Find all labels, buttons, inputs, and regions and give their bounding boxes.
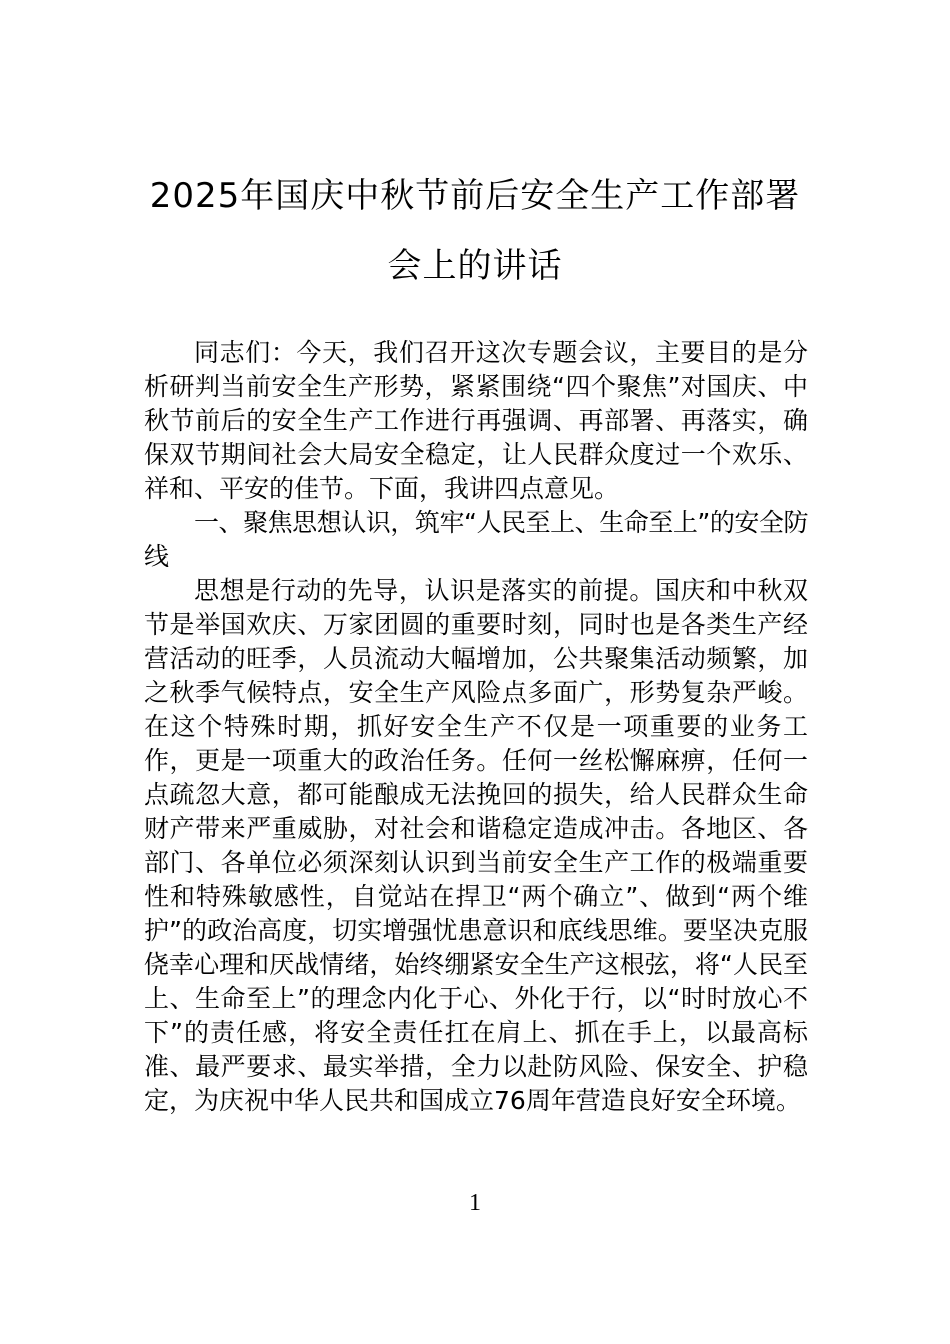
paragraph-section-1: 思想是行动的先导，认识是落实的前提。国庆和中秋双节是举国欢庆、万家团圆的重要时刻，同时也是各类生产经营活动的旺季，人员流动大幅增加，公共聚集活动频繁，加之秋季气候特点，安全生产风险点多面广，形势复杂严峻。在这个特殊时期，抓好安全生产不仅是一项重要的业务工作，更是一项重大的政治任务。任何一丝松懈麻痹，任何一点疏忽大意，都可能酿成无法挽回的损失，给人民群众生命财产带来严重威胁，对社会和谐稳定造成冲击。各地区、各部门、各单位必须深刻认识到当前安全生产工作的极端重要性和特殊敏感性，自觉站在捍卫“两个确立”、做到“两个维护”的政治高度，切实增强忧患意识和底线思维。要坚决克服侥幸心理和厌战情绪，始终绷紧安全生产这根弦，将“人民至上、生命至上”的理念内化于心、外化于行，以“时时放心不下”的责任感，将安全责任扛在肩上、抓在手上，以最高标准、最严要求、最实举措，全力以赴防风险、保安全、护稳定，为庆祝中华人民共和国成立76周年营造良好安全环境。: [144, 576, 808, 1115]
document-title-line-2: 会上的讲话: [387, 246, 563, 286]
paragraph-opening: 同志们：今天，我们召开这次专题会议，主要目的是分析研判当前安全生产形势，紧紧围绕“四个聚焦”对国庆、中秋节前后的安全生产工作进行再强调、再部署、再落实，确保双节期间社会大局安全稳定，让人民群众度过一个欢乐、祥和、平安的佳节。下面，我讲四点意见。: [144, 338, 808, 503]
document-body: [144, 336, 808, 1118]
section-heading-1: 一、聚焦思想认识，筑牢“人民至上、生命至上”的安全防线: [144, 508, 808, 571]
document-title-line-1: 2025年国庆中秋节前后安全生产工作部署: [149, 176, 801, 216]
page-number: 1: [469, 1190, 481, 1216]
